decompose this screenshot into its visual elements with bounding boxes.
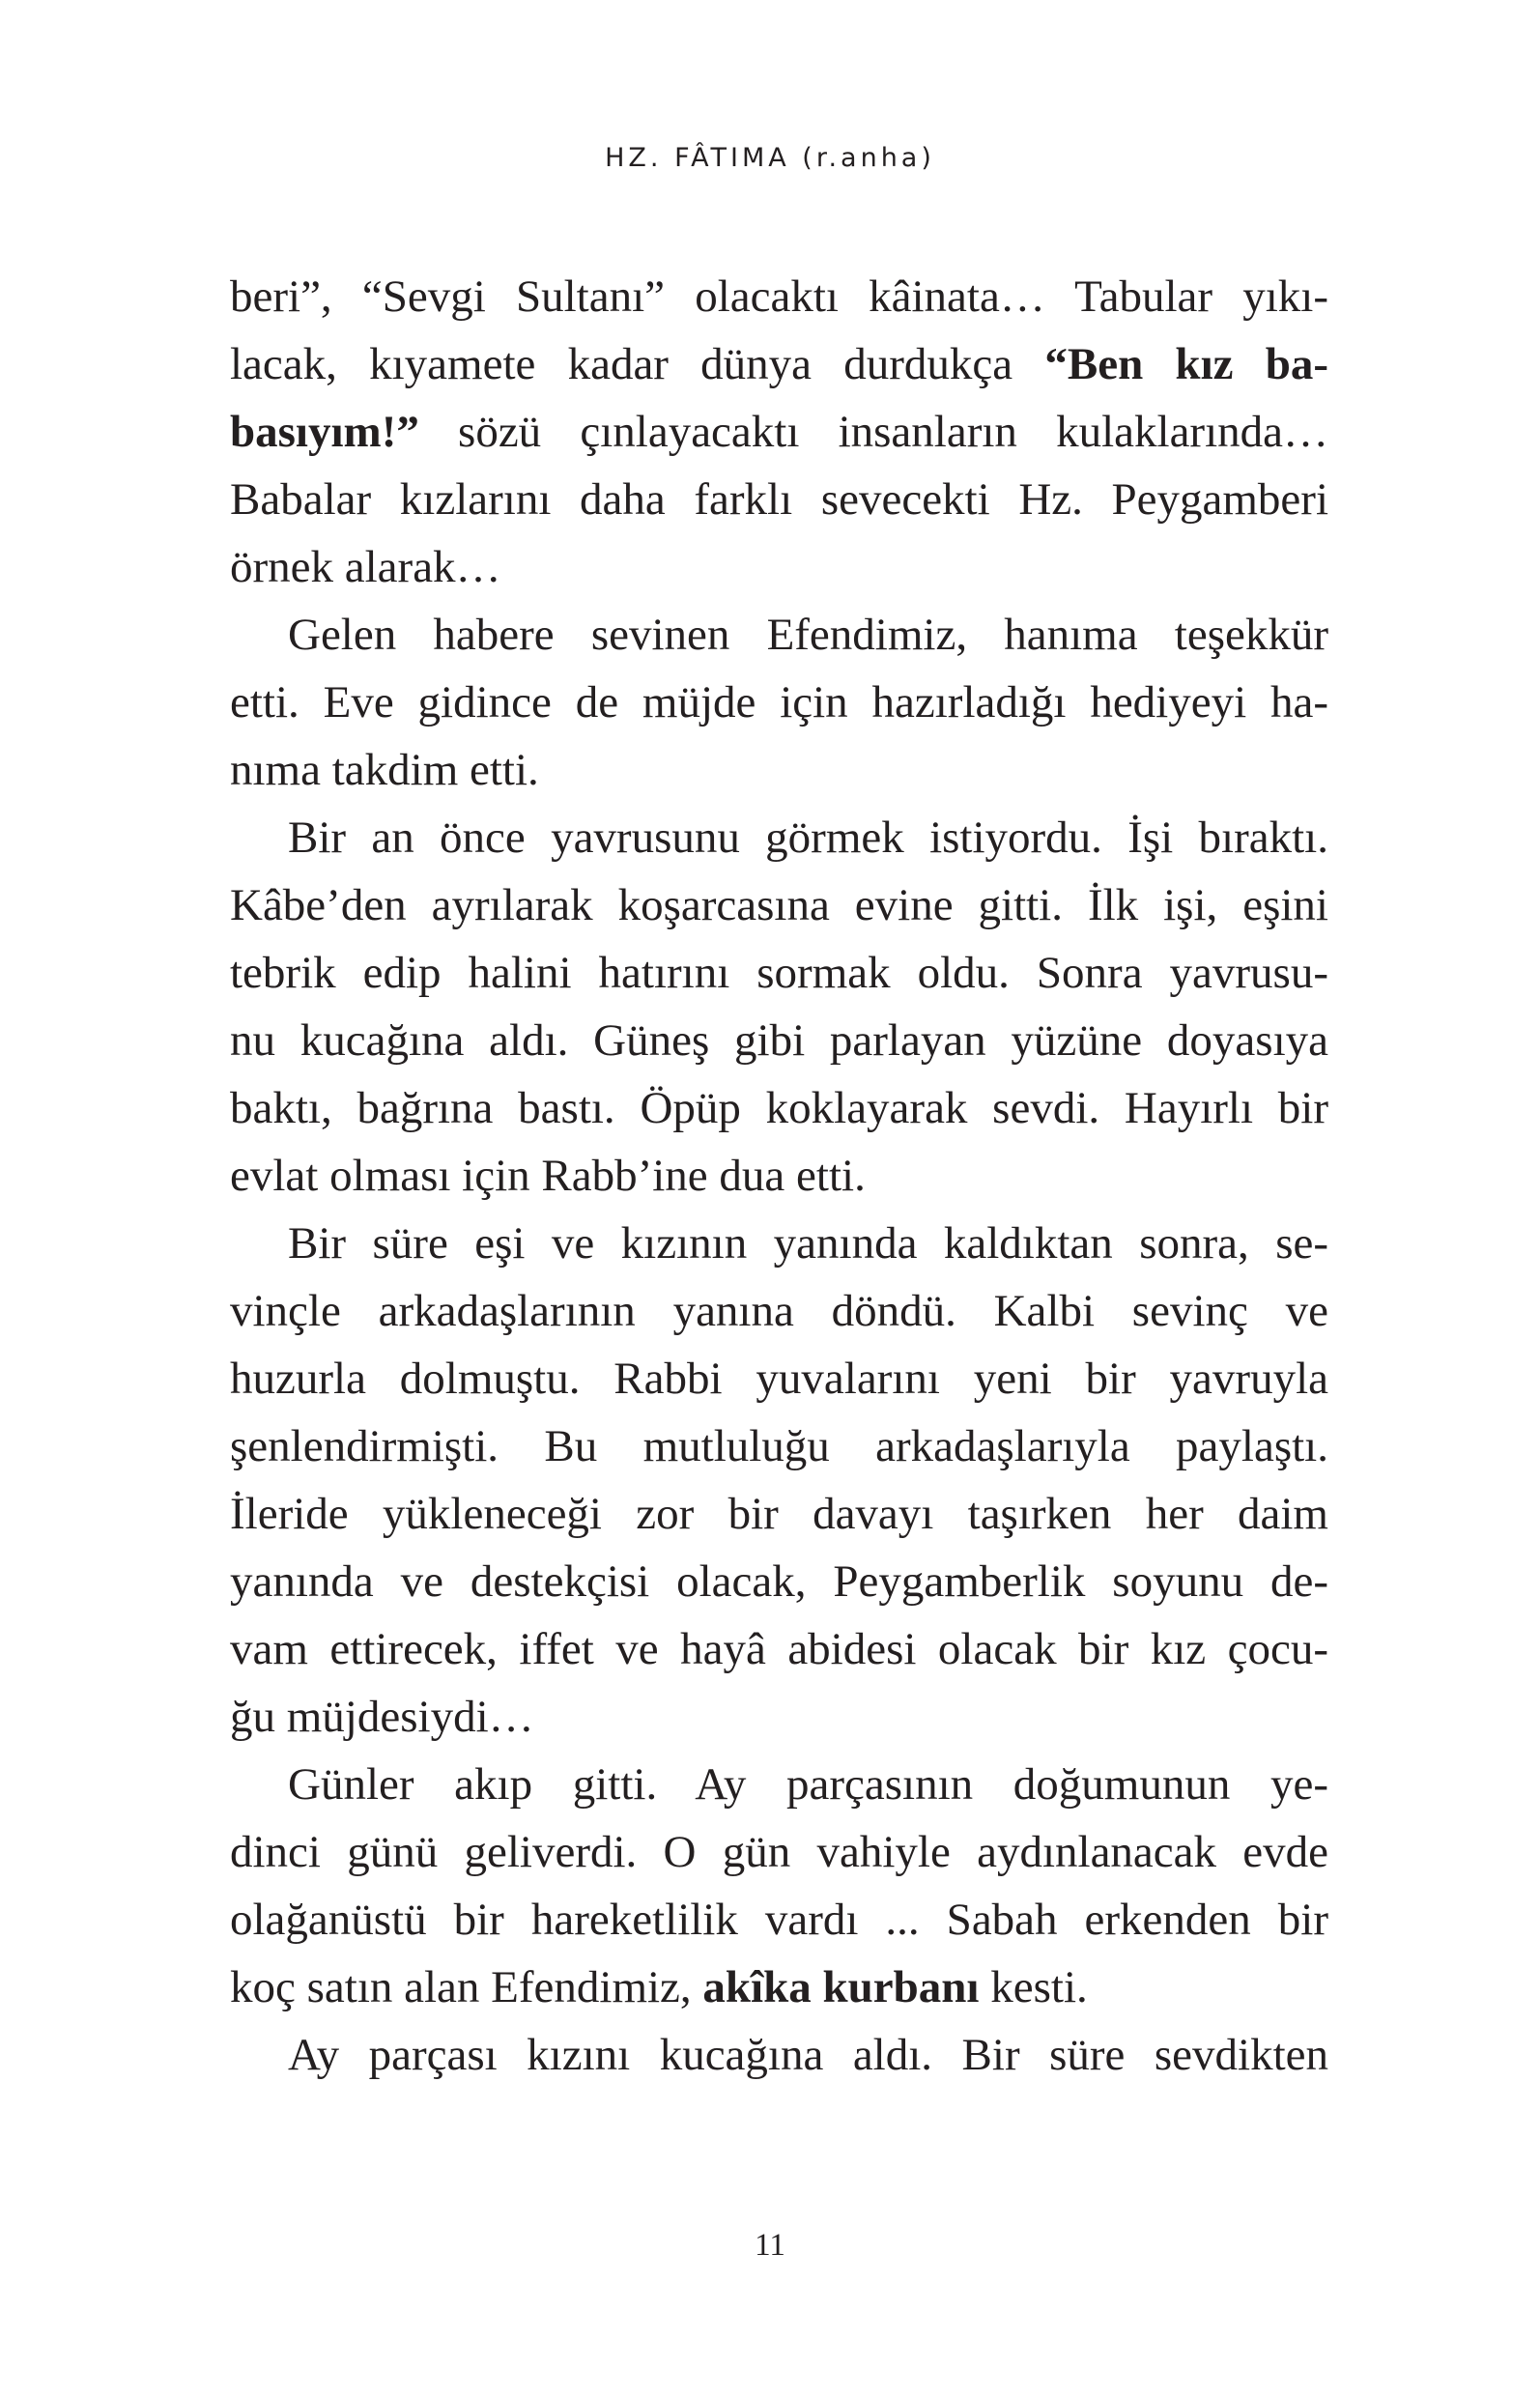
text-run: sözü çınlayacaktı insanların kulaklarında…	[418, 407, 1328, 457]
paragraph-5	[230, 1751, 1328, 2021]
text-line: örnek alarak…	[230, 542, 501, 592]
text-line: vinçle arkadaşlarının yanına döndü. Kalbi sevinç ve	[230, 1286, 1328, 1336]
text-run: kesti.	[979, 1962, 1088, 2012]
text-line: nu kucağına aldı. Güneş gibi parlayan yüzüne doyasıya	[230, 1015, 1328, 1066]
paragraph-2	[230, 601, 1328, 804]
running-header: HZ. FÂTIMA (r.anha)	[605, 143, 935, 173]
bold-phrase: “Ben kız ba-	[1044, 339, 1328, 389]
text-line: Bir an önce yavrusunu görmek istiyordu. İşi bıraktı.	[288, 813, 1328, 863]
paragraph-6	[230, 2021, 1328, 2089]
text-line	[230, 1954, 1328, 2021]
text-line: tebrik edip halini hatırını sormak oldu. Sonra yavrusu-	[230, 948, 1328, 998]
text-run: koç satın alan Efendimiz,	[230, 1962, 703, 2012]
text-line: olağanüstü bir hareketlilik vardı ... Sabah erkenden bir	[230, 1895, 1328, 1945]
text-line: ğu müjdesiydi…	[230, 1692, 534, 1742]
text-line: dinci günü geliverdi. O gün vahiyle aydınlanacak evde	[230, 1827, 1328, 1877]
text-line	[230, 330, 1328, 398]
text-line: huzurla dolmuştu. Rabbi yuvalarını yeni bir yavruyla	[230, 1354, 1328, 1404]
text-line: Babalar kızlarını daha farklı sevecekti Hz. Peygamberi	[230, 474, 1328, 525]
text-line: nıma takdim etti.	[230, 745, 539, 795]
text-line: İleride yükleneceği zor bir davayı taşırken her daim	[230, 1489, 1328, 1539]
text-line: Ay parçası kızını kucağına aldı. Bir süre sevdikten	[288, 2030, 1328, 2080]
bold-phrase: akîka kurbanı	[702, 1962, 980, 2012]
paragraph-1	[230, 263, 1328, 601]
text-line: şenlendirmişti. Bu mutluluğu arkadaşlarıyla paylaştı.	[230, 1421, 1328, 1471]
text-line	[230, 398, 1328, 466]
paragraph-4	[230, 1210, 1328, 1751]
paragraph-3	[230, 804, 1328, 1210]
page-number: 11	[755, 2228, 785, 2263]
text-line: vam ettirecek, iffet ve hayâ abidesi olacak bir kız çocu-	[230, 1624, 1328, 1674]
text-run: lacak, kıyamete kadar dünya durdukça	[230, 339, 1045, 389]
bold-phrase: basıyım!”	[230, 407, 419, 457]
text-line: baktı, bağrına bastı. Öpüp koklayarak sevdi. Hayırlı bir	[230, 1083, 1328, 1133]
text-line: Bir süre eşi ve kızının yanında kaldıktan sonra, se-	[288, 1218, 1328, 1269]
text-line: etti. Eve gidince de müjde için hazırladığı hediyeyi ha-	[230, 677, 1328, 727]
text-line: yanında ve destekçisi olacak, Peygamberlik soyunu de-	[230, 1556, 1328, 1607]
text-line: evlat olması için Rabb’ine dua etti.	[230, 1151, 866, 1201]
text-line: Gelen habere sevinen Efendimiz, hanıma teşekkür	[288, 610, 1328, 660]
text-line: beri”, “Sevgi Sultanı” olacaktı kâinata… Tabular yıkı-	[230, 271, 1328, 322]
body-text	[230, 263, 1328, 2089]
text-line: Günler akıp gitti. Ay parçasının doğumunun ye-	[288, 1759, 1328, 1810]
text-line: Kâbe’den ayrılarak koşarcasına evine gitti. İlk işi, eşini	[230, 880, 1328, 930]
